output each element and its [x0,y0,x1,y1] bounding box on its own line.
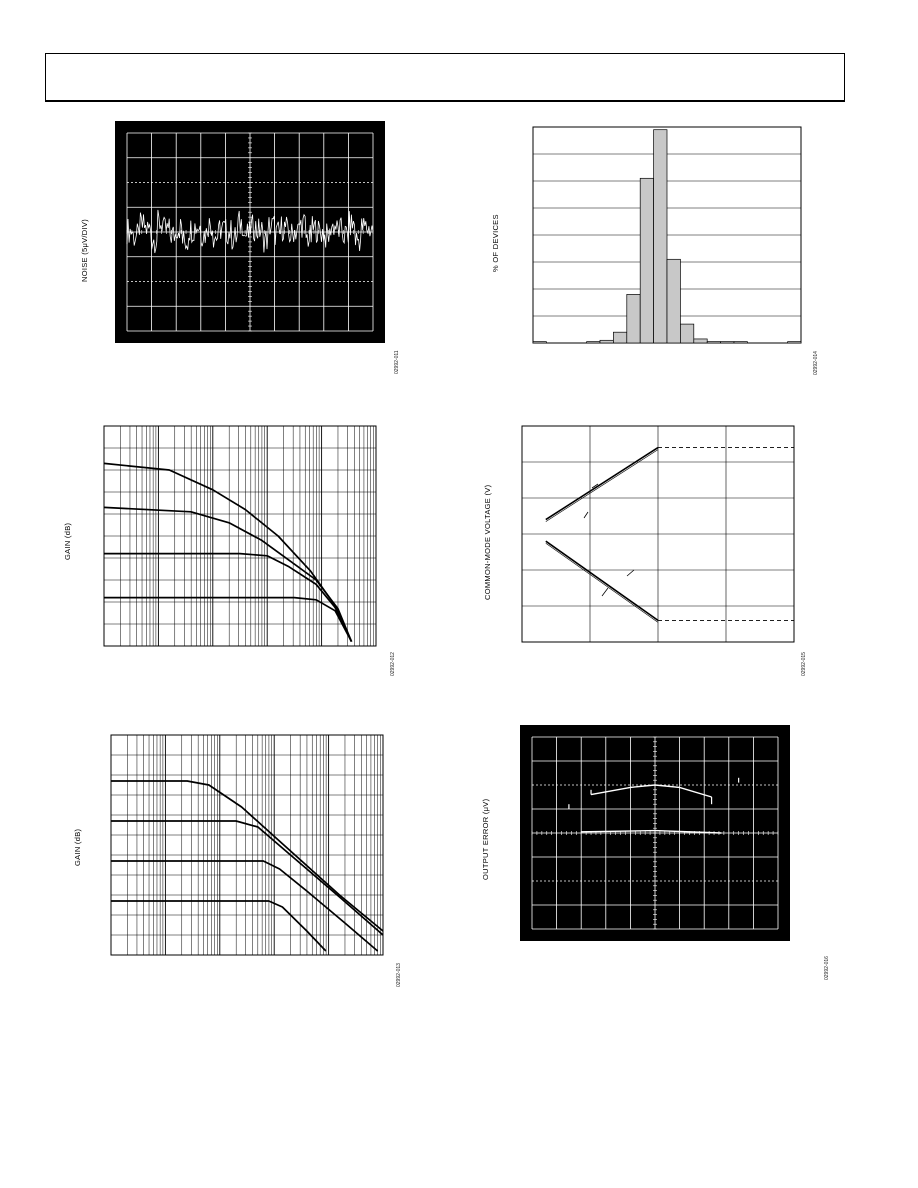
histogram-bar [694,339,707,343]
gain1-figure-id: 02992-012 [390,652,396,676]
page-header-box [45,53,845,102]
noise-figure-id: 02992-011 [394,350,400,374]
histogram-bar [734,342,747,343]
histogram-bar [667,259,680,343]
histogram-bar [707,342,720,343]
outerr-figure-id: 02992-016 [824,956,830,980]
noise-ylabel: NOISE (5μV/DIV) [80,219,89,282]
gain2-chart [111,735,383,955]
output-error-scope-chart [520,725,790,941]
histogram-bar [587,342,600,343]
plot-frame [111,735,383,955]
noise-scope-chart [115,121,385,343]
gain2-figure-id: 02992-013 [396,963,402,987]
gain2-ylabel: GAIN (dB) [73,828,82,866]
histogram-bar [654,130,667,343]
histogram-chart [533,127,801,343]
gain1-ylabel: GAIN (dB) [63,522,72,560]
histogram-bar [721,342,734,343]
histogram-bar [680,324,693,343]
histogram-bar [600,340,613,343]
histogram-bar [533,342,546,343]
common-mode-voltage-chart [522,426,794,642]
histogram-bar [640,178,653,343]
cmv-figure-id: 02992-015 [801,652,807,676]
histogram-figure-id: 02992-014 [813,351,819,375]
gain1-chart [104,426,376,646]
cmv-ylabel: COMMON-MODE VOLTAGE (V) [483,484,492,600]
histogram-bar [613,332,626,343]
histogram-bar [788,342,801,343]
histogram-bar [627,294,640,343]
histogram-ylabel: % OF DEVICES [491,214,500,272]
outerr-ylabel: OUTPUT ERROR (μV) [481,798,490,880]
